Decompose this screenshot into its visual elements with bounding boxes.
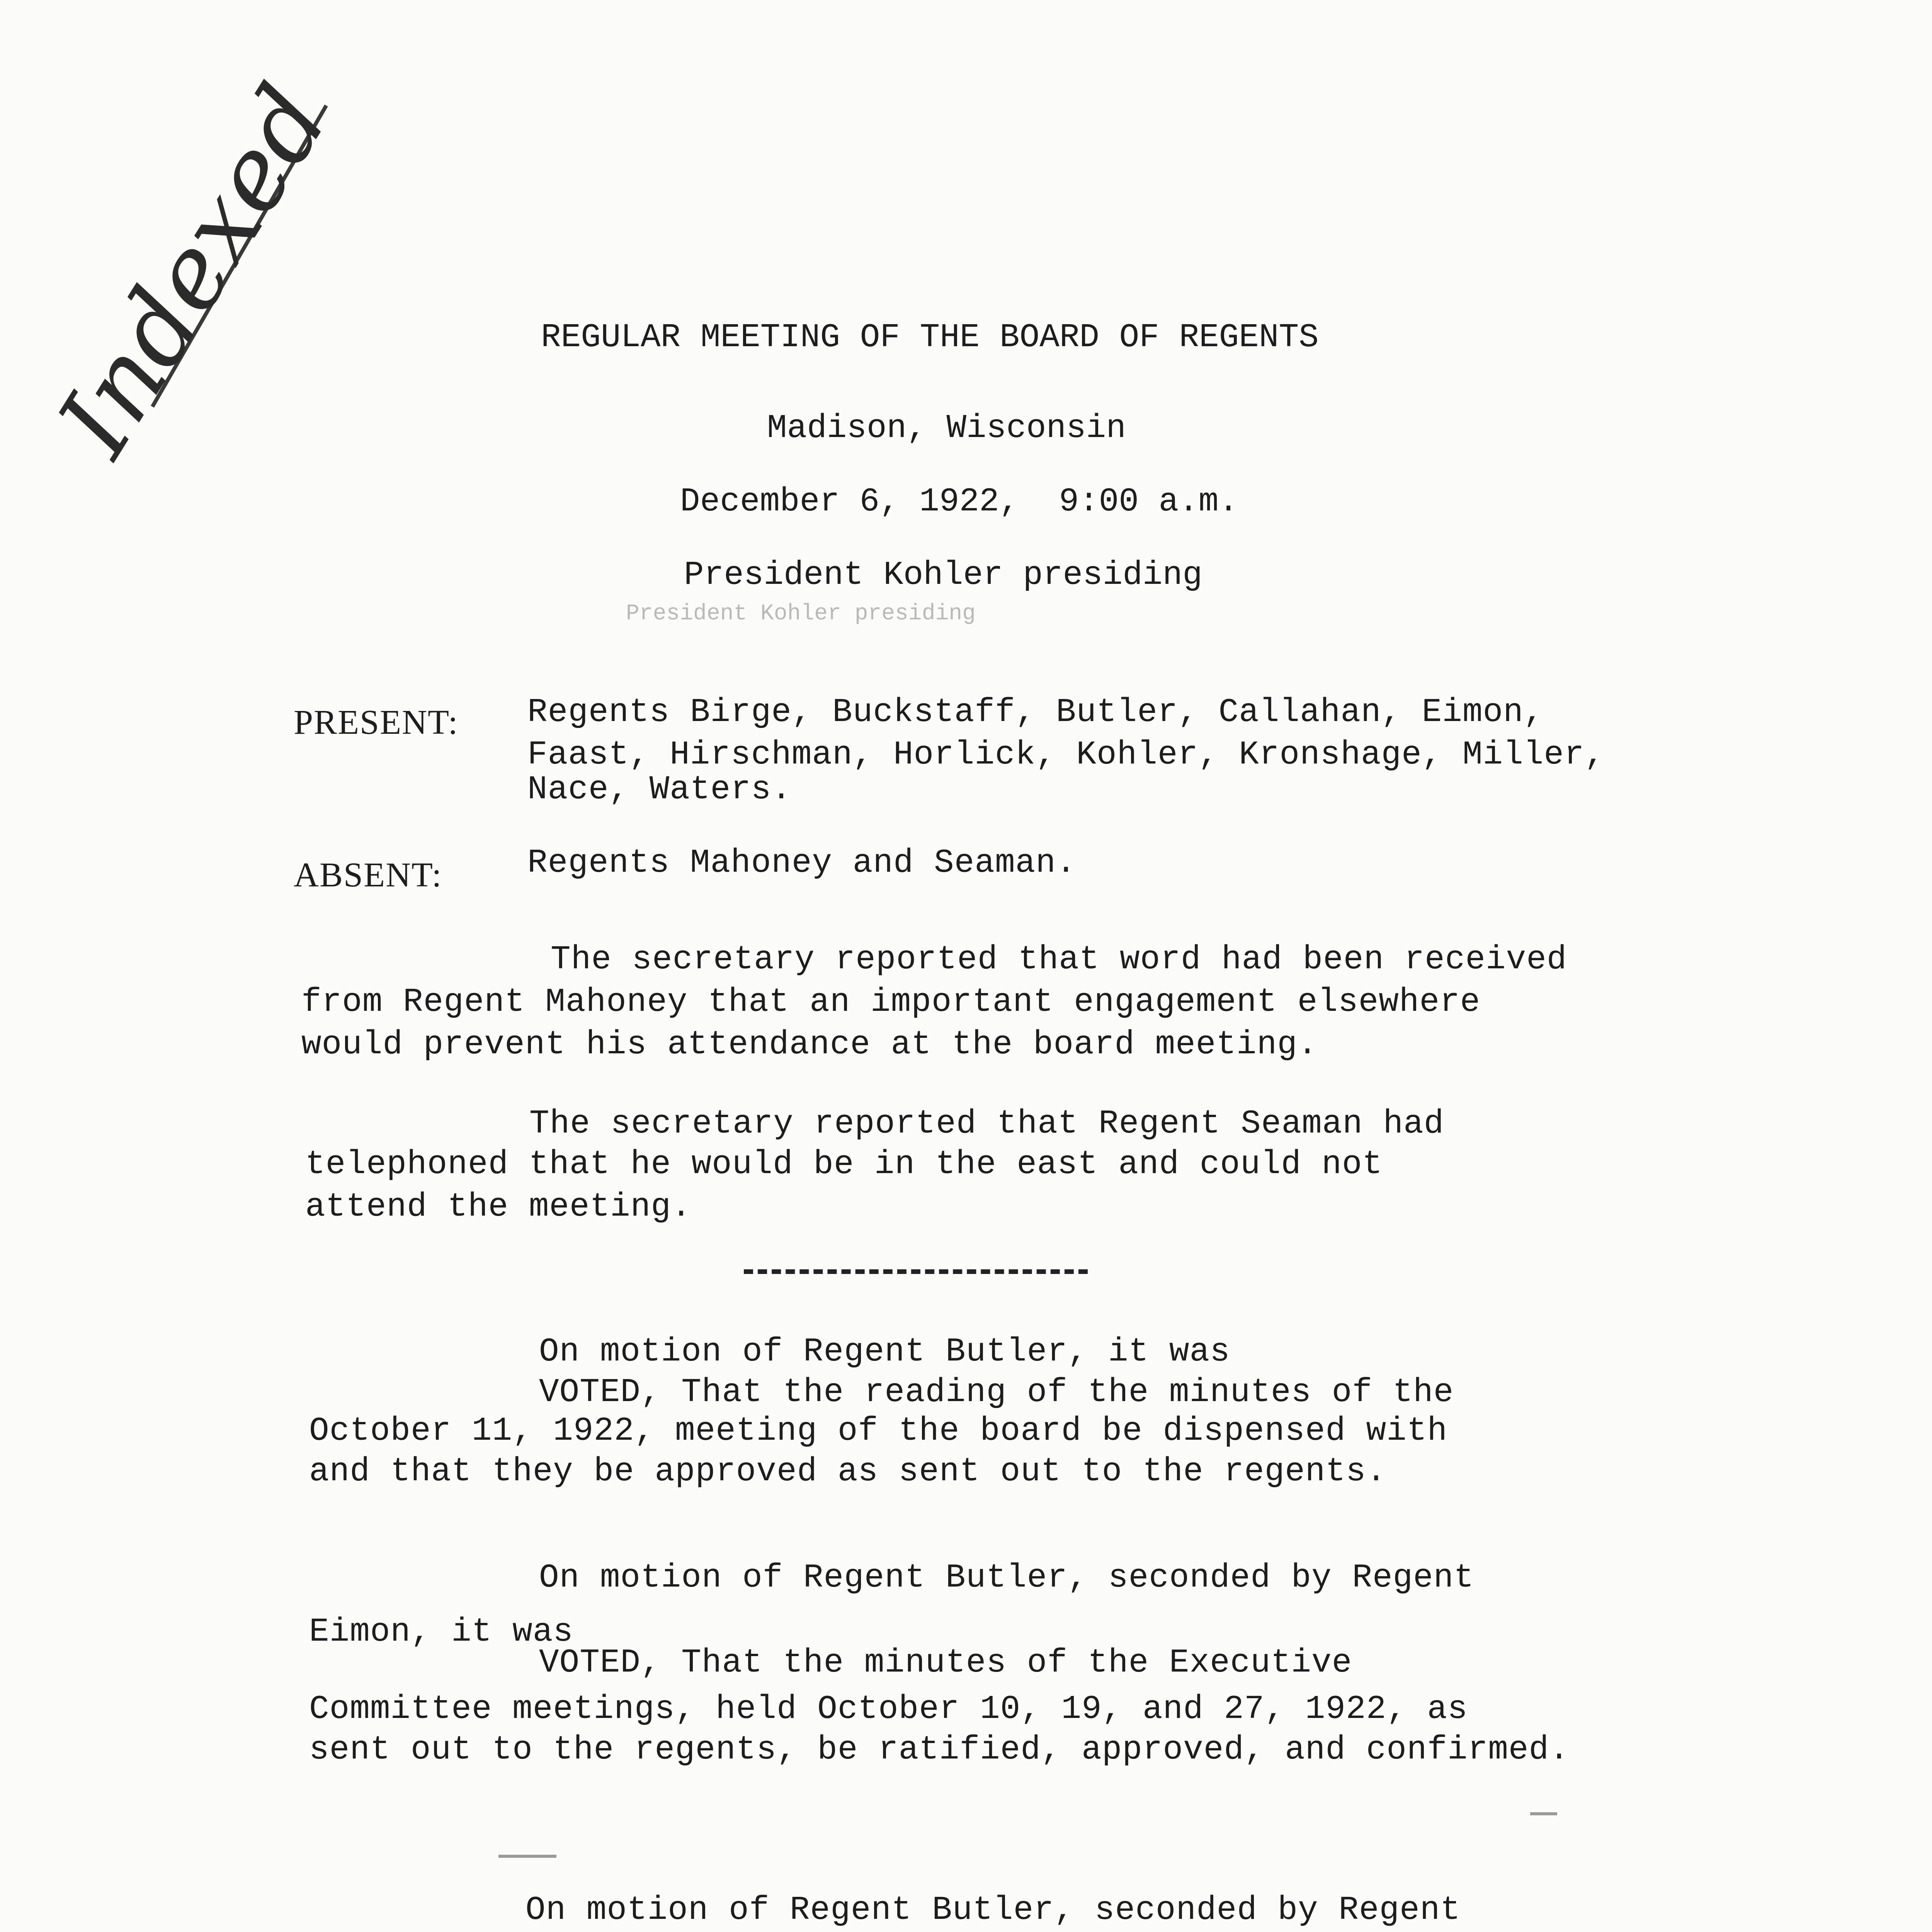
para-mahoney-line-2: from Regent Mahoney that an important engagement elsewhere [301,983,1481,1021]
section-separator [744,1269,1088,1274]
absent-label: ABSENT: [294,856,442,894]
margin-handwritten-note: Indexed [36,66,351,475]
presiding-line: President Kohler presiding [684,556,1202,594]
motion2-line-4: Committee meetings, held October 10, 19, and 27, 1922, as [309,1690,1468,1728]
absent-text: Regents Mahoney and Seaman. [527,844,1077,882]
stray-mark-right [1530,1812,1557,1815]
motion1-line-1: On motion of Regent Butler, it was [539,1333,1230,1371]
motion2-line-1: On motion of Regent Butler, seconded by Regent [539,1559,1474,1597]
present-line-1: Regents Birge, Buckstaff, Butler, Callahan, Eimon, [527,693,1544,731]
motion2-line-2: Eimon, it was [309,1613,573,1651]
motion2-line-3: VOTED, That the minutes of the Executive [539,1644,1352,1682]
motion3-line-1: On motion of Regent Butler, seconded by Regent [526,1891,1461,1929]
motion2-line-5: sent out to the regents, be ratified, approved, and confirmed. [309,1731,1570,1769]
presiding-ghost-impression: President Kohler presiding [626,601,976,626]
motion1-line-4: and that they be approved as sent out to the regents. [309,1452,1387,1490]
present-line-3: Nace, Waters. [527,770,792,808]
motion1-line-2: VOTED, That the reading of the minutes of the [539,1373,1454,1411]
motion1-line-3: October 11, 1922, meeting of the board be dispensed with [309,1412,1448,1450]
meeting-date: December 6, 1922, 9:00 a.m. [680,483,1239,520]
para-seaman-line-3: attend the meeting. [305,1188,692,1226]
stray-mark-left [498,1855,556,1858]
meeting-location: Madison, Wisconsin [767,409,1126,447]
para-seaman-line-1: The secretary reported that Regent Seaman had [529,1105,1444,1143]
document-title: REGULAR MEETING OF THE BOARD OF REGENTS [541,318,1319,356]
present-line-2: Faast, Hirschman, Horlick, Kohler, Kronshage, Miller, [527,736,1605,774]
para-mahoney-line-1: The secretary reported that word had been received [551,940,1567,978]
present-label: PRESENT: [294,703,459,742]
para-seaman-line-2: telephoned that he would be in the east and could not [305,1145,1383,1183]
para-mahoney-line-3: would prevent his attendance at the board meeting. [301,1026,1318,1063]
